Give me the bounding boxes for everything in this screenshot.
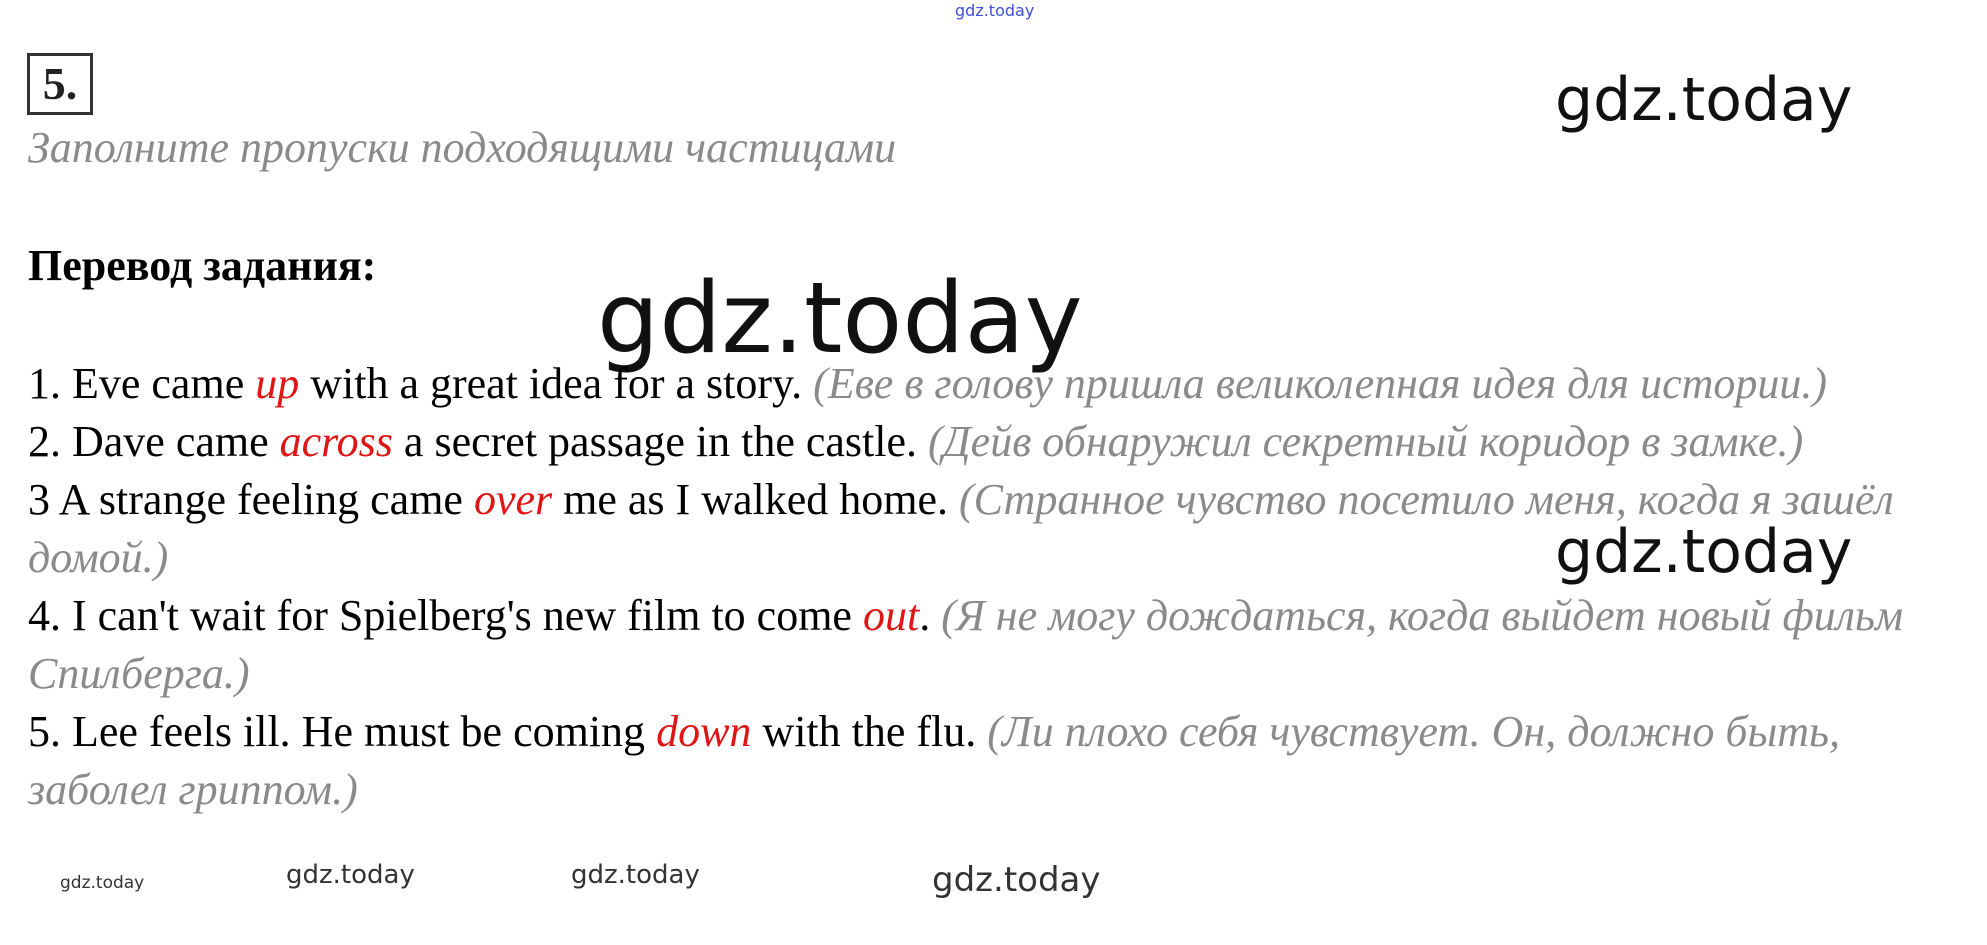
- sentence-list: [28, 355, 1973, 819]
- sentence-text: 2. Dave came: [28, 417, 280, 466]
- sentence-1: [28, 355, 1973, 413]
- task-number-box: 5.: [27, 53, 93, 115]
- sentence-2: [28, 413, 1973, 471]
- particle-answer: up: [255, 359, 300, 408]
- sentence-4: [28, 587, 1973, 703]
- sentence-text: .: [919, 591, 942, 640]
- watermark-small-4: gdz.today: [932, 860, 1101, 900]
- sentence-translation: (Еве в голову пришла великолепная идея для истории.): [813, 359, 1828, 408]
- sentence-text: 1. Eve came: [28, 359, 256, 408]
- sentence-translation: (Я не могу дождаться, когда выйдет новый фильм Спилберга.): [28, 591, 1904, 698]
- sentence-text: 3 A strange feeling came: [28, 475, 474, 524]
- watermark-large-center: gdz.today: [597, 262, 1083, 376]
- watermark-large-top-right: gdz.today: [1555, 65, 1853, 135]
- sentence-text: 5. Lee feels ill. He must be coming: [28, 707, 657, 756]
- sentence-translation: (Странное чувство посетило меня, когда я зашёл домой.): [28, 475, 1894, 582]
- watermark-small-2: gdz.today: [286, 860, 415, 890]
- sentence-5: [28, 703, 1973, 819]
- watermark-top: gdz.today: [955, 1, 1035, 20]
- sentence-text: a secret passage in the castle.: [392, 417, 929, 466]
- watermark-large-right: gdz.today: [1555, 517, 1853, 587]
- sentence-text: with the flu.: [751, 707, 988, 756]
- particle-answer: down: [656, 707, 752, 756]
- translation-heading: Перевод задания:: [28, 241, 377, 290]
- particle-answer: out: [862, 591, 920, 640]
- particle-answer: over: [473, 475, 553, 524]
- sentence-translation: (Ли плохо себя чувствует. Он, должно быть, заболел гриппом.): [28, 707, 1841, 814]
- sentence-translation: (Дейв обнаружил секретный коридор в замке.): [928, 417, 1804, 466]
- sentence-text: with a great idea for a story.: [299, 359, 814, 408]
- sentence-text: me as I walked home.: [552, 475, 960, 524]
- task-instruction: Заполните пропуски подходящими частицами: [28, 123, 897, 172]
- watermark-small-1: gdz.today: [60, 873, 145, 893]
- particle-answer: across: [279, 417, 393, 466]
- sentence-text: 4. I can't wait for Spielberg's new film to come: [28, 591, 863, 640]
- watermark-small-3: gdz.today: [571, 860, 700, 890]
